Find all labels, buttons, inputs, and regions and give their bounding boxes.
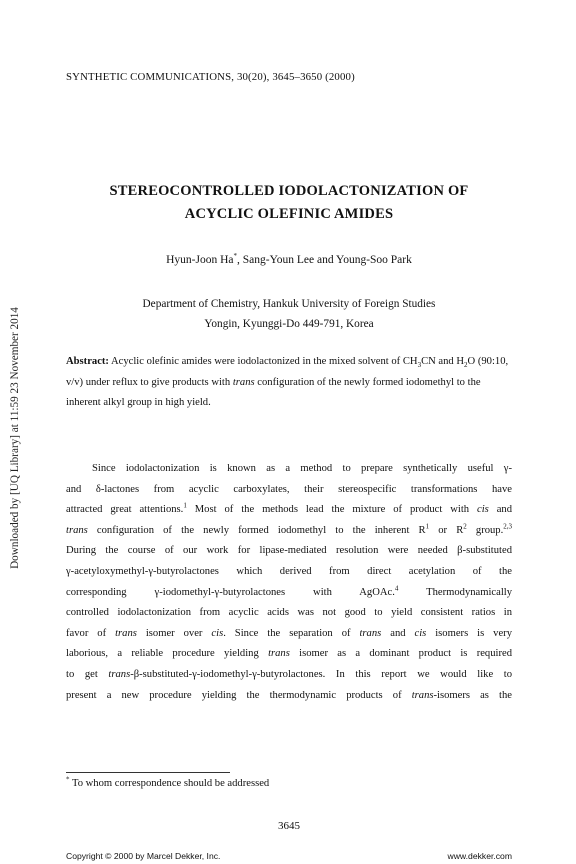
- citation: 4: [394, 584, 399, 593]
- italic-text: cis: [477, 504, 489, 516]
- text: and: [488, 504, 513, 516]
- body-line: [66, 686, 512, 707]
- subscript: 2: [464, 361, 468, 370]
- body-line: [66, 500, 512, 521]
- text: present a new procedure yielding the thermodynamic products of: [66, 689, 412, 701]
- text: or R: [429, 524, 464, 536]
- text: laborious, a reliable procedure yielding: [66, 648, 269, 660]
- body-line: [66, 521, 512, 542]
- footnote-mark: *: [66, 775, 70, 784]
- body-line: [66, 459, 512, 480]
- abstract-text: CN and H: [421, 356, 465, 367]
- text: During the course of our work for lipase-mediated resolution were needed β-substituted: [66, 545, 512, 557]
- publisher-url: www.dekker.com: [447, 851, 512, 861]
- italic-text: cis: [414, 627, 427, 639]
- italic-text: trans: [268, 648, 290, 660]
- abstract-italic: trans: [232, 376, 255, 388]
- text: isomer as a dominant product is required: [289, 648, 512, 660]
- footnote: [66, 775, 270, 789]
- text: γ-acetyloxymethyl-γ-butyrolactones which derived from direct acetylation of the: [66, 565, 512, 577]
- body-line: [66, 665, 512, 686]
- text: group.: [466, 524, 504, 536]
- subscript: 3: [417, 361, 422, 370]
- text: isomer over: [136, 627, 212, 639]
- body-line: [66, 583, 512, 604]
- author-list: [66, 254, 512, 266]
- body-line: [66, 624, 512, 645]
- body-line: [66, 644, 512, 665]
- text: -β-substituted-γ-iodomethyl-γ-butyrolactones. In this report we would like to: [130, 668, 513, 680]
- text: configuration of the newly formed iodomethyl to the inherent R: [87, 524, 426, 536]
- body-line: [66, 562, 512, 583]
- download-note: Downloaded by [UQ Library] at 11:59 23 November 2014: [9, 307, 21, 569]
- italic-text: trans: [411, 689, 434, 701]
- citation: 1: [183, 501, 187, 510]
- text: Since iodolactonization is known as a method to prepare synthetically useful γ-: [92, 463, 512, 474]
- author-rest: , Sang-Youn Lee and Young-Soo Park: [237, 254, 412, 266]
- affiliation-line-1: Department of Chemistry, Hankuk University of Foreign Studies: [142, 298, 436, 310]
- abstract: [66, 352, 512, 414]
- italic-text: cis: [211, 627, 224, 639]
- text: . Since the separation of: [223, 627, 360, 639]
- affiliation-line-2: Yongin, Kyunggi-Do 449-791, Korea: [204, 318, 374, 330]
- text: attracted great attentions.: [66, 504, 184, 516]
- running-header: SYNTHETIC COMMUNICATIONS, 30(20), 3645–3650 (2000): [66, 71, 355, 83]
- download-watermark: [4, 258, 26, 618]
- citation: 2,3: [503, 522, 513, 531]
- superscript: 1: [425, 522, 430, 531]
- text: -isomers as the: [433, 689, 512, 701]
- text: and δ-lactones from acyclic carboxylates, their stereospecific transformations have: [66, 483, 512, 495]
- italic-text: trans: [66, 524, 88, 536]
- body-line: [66, 541, 512, 562]
- text: Thermodynamically: [398, 586, 513, 598]
- text: favor of: [66, 627, 116, 639]
- corresponding-mark: *: [233, 252, 238, 261]
- footnote-divider: [66, 772, 230, 773]
- affiliation: [66, 294, 512, 334]
- abstract-text: configuration of the newly formed iodomethyl to the inherent alkyl group in high yield.: [66, 376, 481, 408]
- text: isomers is very: [426, 627, 512, 639]
- italic-text: trans: [115, 627, 137, 639]
- abstract-text: Acyclic olefinic amides were iodolactonized in the mixed solvent of CH: [108, 356, 418, 367]
- copyright-notice: Copyright © 2000 by Marcel Dekker, Inc.: [66, 851, 221, 861]
- italic-text: trans: [108, 668, 131, 680]
- footnote-text: To whom correspondence should be addressed: [69, 778, 270, 789]
- italic-text: trans: [359, 627, 382, 639]
- text: corresponding γ-iodomethyl-γ-butyrolactones with AgOAc.: [66, 586, 395, 598]
- article-title: [66, 180, 512, 226]
- abstract-text: O (90:10, v/v) under reflux to give products with: [66, 356, 509, 388]
- author-1: Hyun-Joon Ha: [166, 254, 234, 266]
- abstract-label: Abstract:: [66, 356, 109, 367]
- body-paragraph: [66, 459, 512, 706]
- text: controlled iodolactonization from acyclic acids was not good to yield consistent ratios in: [66, 607, 512, 619]
- body-line: [66, 480, 512, 501]
- body-line: [66, 603, 512, 624]
- page-number: 3645: [278, 820, 300, 832]
- superscript: 2: [463, 522, 467, 531]
- text: Most of the methods lead the mixture of product with: [186, 504, 477, 516]
- title-line-2: ACYCLIC OLEFINIC AMIDES: [184, 206, 394, 222]
- title-line-1: STEREOCONTROLLED IODOLACTONIZATION OF: [109, 183, 469, 199]
- text: to get: [66, 668, 109, 680]
- text: and: [381, 627, 415, 639]
